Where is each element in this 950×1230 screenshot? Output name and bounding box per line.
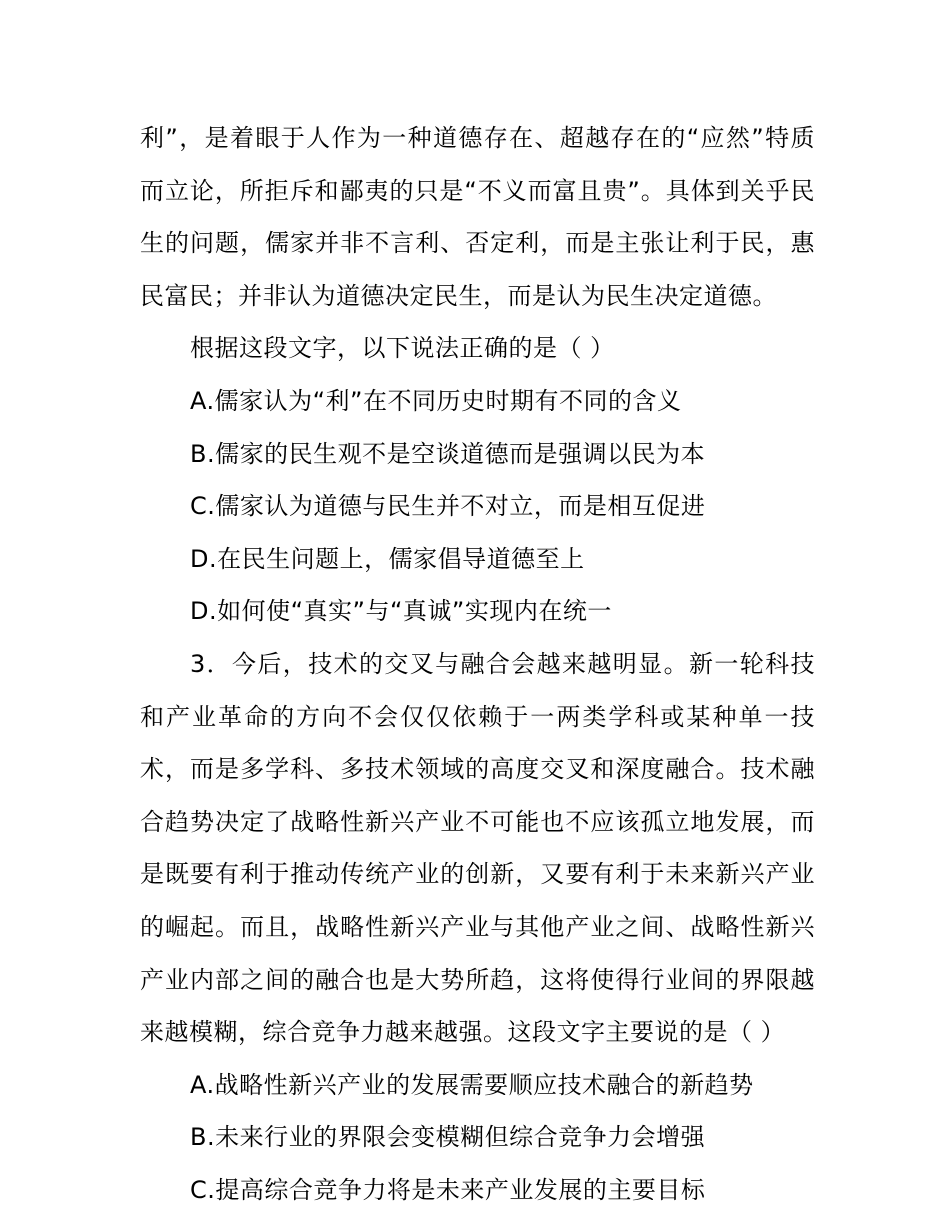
q2-option-d-extra: D.如何使“真实”与“真诚”实现内在统一 [190,597,612,626]
q3-option-a: A.战略性新兴产业的发展需要顺应技术融合的新趋势 [190,1070,754,1099]
q3-passage: 3．今后，技术的交叉与融合会越来越明显。新一轮科技和产业革命的方向不会仅仅依赖于一两类学科或某种单一技术，而是多学科、多技术领域的高度交叉和深度融合。技术融合趋势决定了战略性新兴产业不可能也不应该孤立地发展，而是既要有利于推动传统产业的创新，又要有利于未来新兴产业的崛起。而且，战略性新兴产业与其他产业之间、战略性新兴产业内部之间的融合也是大势所趋，这将使得行业间的界限越来越模糊，综合竞争力越来越强。这段文字主要说的是（ ） [140,649,815,1047]
q2-question: 根据这段文字，以下说法正确的是（ ） [190,334,615,363]
q2-option-a: A.儒家认为“利”在不同历史时期有不同的含义 [190,386,682,415]
document-page [140,112,815,1216]
q2-passage-tail: 利”，是着眼于人作为一种道德存在、超越存在的“应然”特质而立论，所拒斥和鄙夷的只是“不义而富且贵”。具体到关乎民生的问题，儒家并非不言利、否定利，而是主张让利于民，惠民富民；并非认为道德决定民生，而是认为民生决定道德。 [140,124,815,310]
q2-option-c: C.儒家认为道德与民生并不对立，而是相互促进 [190,492,706,521]
q2-option-d: D.在民生问题上，儒家倡导道德至上 [190,544,585,573]
q3-option-c: C.提高综合竞争力将是未来产业发展的主要目标 [190,1175,706,1204]
q2-option-b: B.儒家的民生观不是空谈道德而是强调以民为本 [190,439,706,468]
q3-option-b: B.未来行业的界限会变模糊但综合竞争力会增强 [190,1123,706,1152]
